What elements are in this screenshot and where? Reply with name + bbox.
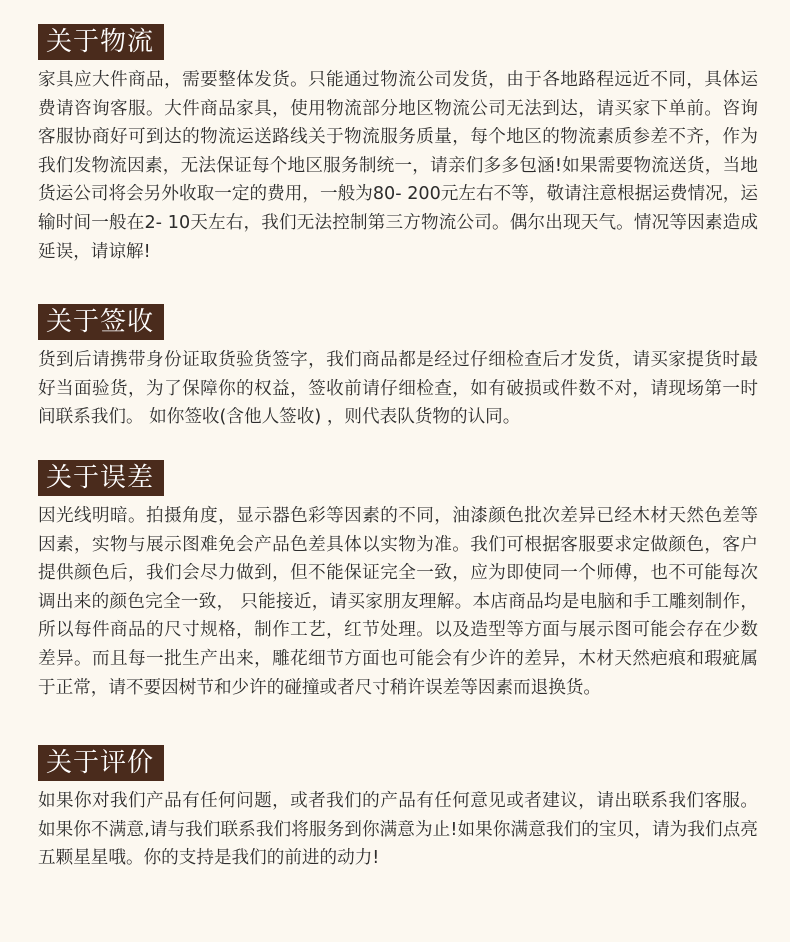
section-body-deviation: 因光线明暗。拍摄角度，显示器色彩等因素的不同，油漆颜色批次差异已经木材天然色差等因素，实物与展示图难免会产品色差具体以实物为准。我们可根据客服要求定做颜色，客户提供颜色后，我们会尽力做到，但不能保证完全一致，应为即使同一个师傅，也不可能每次调出来的颜色完全一致， 只能接近，请买家朋友理解。本店商品均是电脑和手工雕刻制作，所以每件商品的尺寸规格，制作工艺，红节处理。以及造型等方面与展示图可能会存在少数差异。而且每一批生产出来，雕花细节方面也可能会有少许的差异，木材天然疤痕和瑕疵属于正常，请不要因树节和少许的碰撞或者尺寸稍许误差等因素而退换货。 [38, 506, 758, 698]
section-title-logistics: 关于物流 [38, 24, 164, 60]
section-logistics [38, 24, 758, 266]
section-title-deviation: 关于误差 [38, 460, 164, 496]
section-deviation [38, 460, 758, 702]
section-signing [38, 304, 758, 432]
section-body-review: 如果你对我们产品有任何问题，或者我们的产品有任何意见或者建议，请出联系我们客服。如果你不满意,请与我们联系我们将服务到你满意为止!如果你满意我们的宝贝，请为我们点亮五颗星星哦。你的支持是我们的前进的动力! [38, 791, 758, 869]
section-body-signing: 货到后请携带身份证取货验货签字，我们商品都是经过仔细检查后才发货，请买家提货时最好当面验货，为了保障你的权益，签收前请仔细检查，如有破损或件数不对，请现场第一时间联系我们。 如你签收(含他人签收) ，则代表队货物的认同。 [38, 350, 758, 428]
section-title-signing: 关于签收 [38, 304, 164, 340]
section-title-review: 关于评价 [38, 745, 164, 781]
section-body-logistics: 家具应大件商品，需要整体发货。只能通过物流公司发货，由于各地路程远近不同，具体运费请咨询客服。大件商品家具，使用物流部分地区物流公司无法到达，请买家下单前。咨询客服协商好可到达的物流运送路线关于物流服务质量，每个地区的物流素质参差不齐，作为我们发物流因素，无法保证每个地区服务制统一，请亲们多多包涵!如果需要物流送货，当地货运公司将会另外收取一定的费用，一般为80- 200元左右不等，敬请注意根据运费情况，运输时间一般在2- 10天左右，我们无法控制第三方物流公司。偶尔出现天气。情况等因素造成延误，请谅解! [38, 70, 758, 262]
section-review [38, 745, 758, 873]
